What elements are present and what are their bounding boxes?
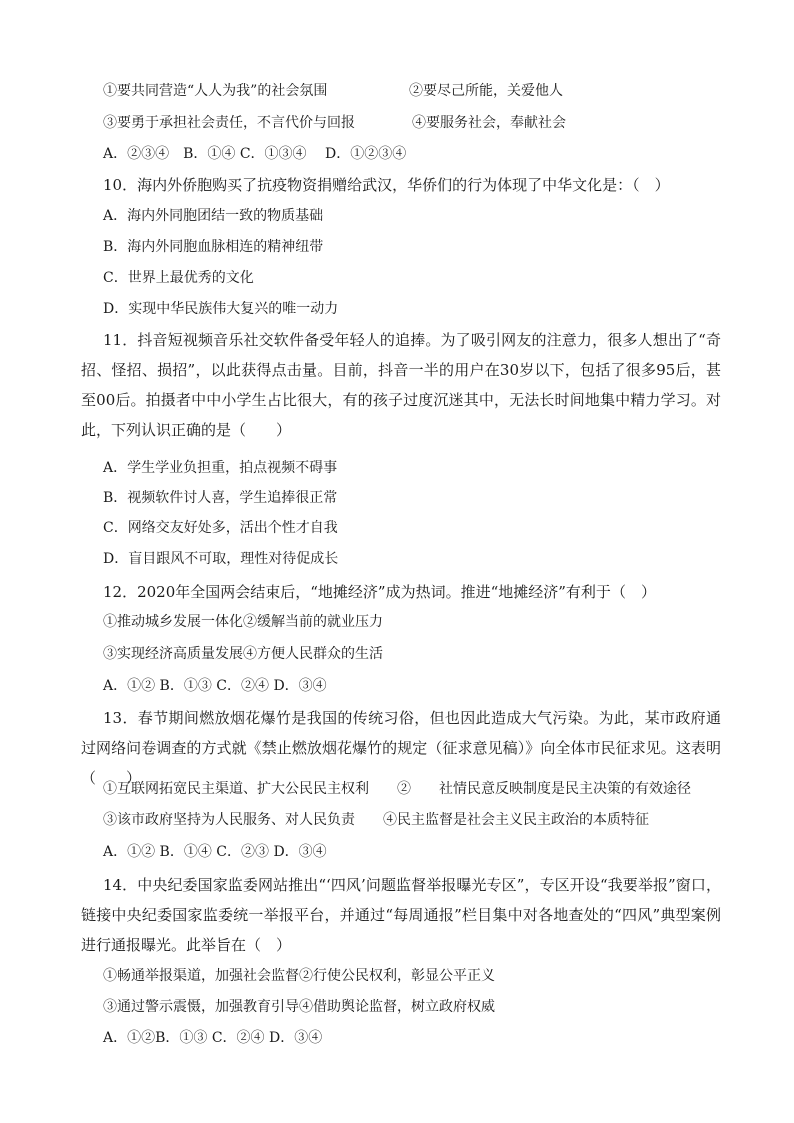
q9-option-2: ②要尽己所能，关爱他人 bbox=[409, 83, 563, 99]
q11-option-b: B．视频软件讨人喜，学生追捧很正常 bbox=[103, 490, 338, 506]
q13-stem: 13．春节期间燃放烟花爆竹是我国的传统习俗，但也因此造成大气污染。为此，某市政府通过网络问卷调查的方式就《禁止燃放烟花爆竹的规定（征求意见稿）》向全体市民征求见。这表明（ ） bbox=[81, 709, 721, 787]
q10-option-c: C．世界上最优秀的文化 bbox=[103, 270, 254, 286]
q13-option-4: ④民主监督是社会主义民主政治的本质特征 bbox=[383, 812, 649, 828]
q14-stem: 14．中央纪委国家监委网站推出“‘四风’问题监督举报曝光专区”，专区开设“我要举报”窗口，链接中央纪委国家监委统一举报平台，并通过“每周通报”栏目集中对各地查处的“四风”典型案例进行通报曝光。此举旨在（ ） bbox=[81, 876, 721, 954]
q9-option-1: ①要共同营造“人人为我”的社会氛围 bbox=[103, 83, 328, 99]
q12-choices: A．①② B．①③ C．②④ D．③④ bbox=[103, 678, 327, 694]
q11-option-d: D．盲目跟风不可取，理性对待促成长 bbox=[103, 551, 339, 567]
q14-choices: A．①②B．①③ C．②④ D．③④ bbox=[103, 1030, 323, 1046]
q11-stem: 11．抖音短视频音乐社交软件备受年轻人的追捧。为了吸引网友的注意力，很多人想出了“奇招、怪招、损招”，以此获得点击量。目前，抖音一半的用户在30岁以下，包括了很多95后，甚至00后。拍摄者中中小学生占比很大，有的孩子过度沉迷其中，无法长时间地集中精力学习。对此，下列认识正确的是（ ） bbox=[81, 331, 721, 439]
q13-choices: A．①② B．①④ C．②③ D．③④ bbox=[103, 844, 327, 860]
q10-option-a: A．海内外同胞团结一致的物质基础 bbox=[103, 208, 324, 224]
q9-option-3: ③要勇于承担社会责任，不言代价与回报 bbox=[103, 115, 355, 131]
q13-option-2: ② 社情民意反映制度是民主决策的有效途径 bbox=[397, 781, 691, 797]
q14-options-3-4: ③通过警示震慑，加强教育引导④借助舆论监督，树立政府权威 bbox=[103, 999, 495, 1015]
q12-options-3-4: ③实现经济高质量发展④方便人民群众的生活 bbox=[103, 646, 383, 662]
q13-option-3: ③该市政府坚持为人民服务、对人民负责 bbox=[103, 812, 355, 828]
q10-stem: 10．海内外侨胞购买了抗疫物资捐赠给武汉，华侨们的行为体现了中华文化是：（ ） bbox=[103, 176, 670, 194]
q12-stem: 12．2020年全国两会结束后，“地摊经济”成为热词。推进“地摊经济”有利于（ ） bbox=[103, 583, 656, 601]
q10-option-b: B．海内外同胞血脉相连的精神纽带 bbox=[103, 239, 324, 255]
q9-option-4: ④要服务社会，奉献社会 bbox=[412, 115, 566, 131]
q9-choices: A．②③④ B．①④ C．①③④ D．①②③④ bbox=[103, 146, 407, 162]
q11-option-c: C．网络交友好处多，活出个性才自我 bbox=[103, 520, 338, 536]
q12-options-1-2: ①推动城乡发展一体化②缓解当前的就业压力 bbox=[103, 614, 383, 630]
q11-option-a: A．学生学业负担重，拍点视频不碍事 bbox=[103, 460, 338, 476]
q14-options-1-2: ①畅通举报渠道，加强社会监督②行使公民权利，彰显公平正义 bbox=[103, 968, 495, 984]
q10-option-d: D．实现中华民族伟大复兴的唯一动力 bbox=[103, 301, 339, 317]
q13-option-1: ①互联网拓宽民主渠道、扩大公民民主权利 bbox=[103, 781, 369, 797]
